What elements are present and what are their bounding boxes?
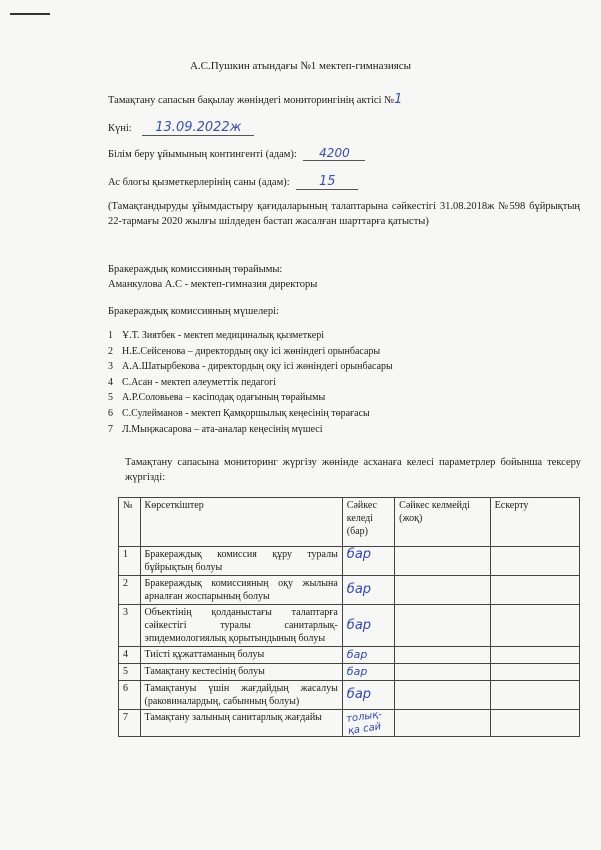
col-no-header: Сәйкес келмейді (жоқ) xyxy=(395,498,490,547)
table-header-row xyxy=(119,498,580,547)
table-row: 6 Тамақтануы үшін жағдайдың жасалуы (раковиналардың, сабынның болуы) бар xyxy=(119,681,580,710)
col-yes-header: Сәйкес келеді (бар) xyxy=(342,498,394,547)
handwritten-mark: бар xyxy=(346,687,372,702)
member-item: 3 А.А.Шатырбекова - директордың оқу ісі жөніндегі орынбасары xyxy=(108,361,393,373)
contingent-value: 4200 xyxy=(303,146,365,161)
staff-line xyxy=(108,174,358,190)
chair-name: Аманкулова А.С - мектеп-гимназия директоры xyxy=(108,279,318,290)
staff-value: 15 xyxy=(296,174,358,190)
handwritten-mark: бар xyxy=(346,648,368,661)
date-value: 13.09.2022ж xyxy=(142,120,254,136)
corner-mark xyxy=(10,13,50,15)
member-item: 5 А.Р.Соловьева – кәсіподақ одағының төрайымы xyxy=(108,392,326,404)
school-title: А.С.Пушкин атындағы №1 мектеп-гимназиясы xyxy=(189,60,412,72)
act-line xyxy=(108,92,402,107)
chair-label: Бракераждық комиссияның төрайымы: xyxy=(108,264,283,275)
contingent-line xyxy=(108,146,365,161)
member-item: 4 С.Асан - мектеп әлеуметтік педагогі xyxy=(108,376,277,388)
staff-label: Ас блогы қызметкерлерінің саны (адам): xyxy=(108,177,290,188)
table-row: 2 Бракераждық комиссияның оқу жылына арналған жоспарының болуы бар xyxy=(119,576,580,605)
contingent-label: Білім беру ұйымының контингенті (адам): xyxy=(108,149,297,160)
member-item: 2 Н.Е.Сейсенова – директордың оқу ісі жөніндегі орынбасары xyxy=(108,345,381,357)
table-row: 7 Тамақтану залының санитарлық жағдайы толық-қа сай xyxy=(119,710,580,737)
handwritten-mark: бар xyxy=(346,665,368,678)
table-row: 3 Объектінің қолданыстағы талаптарға сәйкестігі туралы санитарлық-эпидемиологиялық қорытындының болуы бар xyxy=(119,605,580,647)
act-label: Тамақтану сапасын бақылау жөніндегі мониторингінің актісі № xyxy=(108,95,395,106)
handwritten-mark: бар xyxy=(346,617,372,633)
inspection-intro: Тамақтану сапасына мониторинг жүргізу жөнінде асханаға келесі параметрлер бойынша тексеру жүргізді: xyxy=(125,457,581,483)
date-line xyxy=(108,120,254,136)
col-num-header: № xyxy=(119,498,141,547)
member-item: 7 Л.Мыңжасарова – ата-аналар кеңесінің мүшесі xyxy=(108,423,323,435)
member-item: 6 С.Сулейманов - мектеп Қамқоршылық кеңесінің төрағасы xyxy=(108,407,370,419)
table-row: 4 Тиісті құжаттаманың болуы бар xyxy=(119,647,580,664)
col-indicator-header: Көрсеткіштер xyxy=(140,498,342,547)
table-row: 5 Тамақтану кестесінің болуы бар xyxy=(119,664,580,681)
handwritten-mark: толық-қа сай xyxy=(345,709,383,737)
handwritten-mark: бар xyxy=(346,582,372,597)
member-item: 1 Ұ.Т. Зиятбек - мектеп медициналық қызметкері xyxy=(108,330,324,341)
date-label: Күні: xyxy=(108,123,132,134)
col-note-header: Ескерту xyxy=(490,498,579,547)
table-row: 1 Бракераждық комиссия құру туралы бұйрықтың болуы бар xyxy=(119,547,580,576)
members-label: Бракераждық комиссияның мүшелері: xyxy=(108,306,279,317)
handwritten-mark: бар xyxy=(346,547,372,562)
monitoring-table xyxy=(118,497,580,737)
act-number: 1 xyxy=(394,92,403,107)
regulation-note: (Тамақтандыруды ұйымдастыру қағидаларының талаптарына сәйкестігі 31.08.2018ж №598 бұйрықтың 22-тармағы 2020 жылғы шілдеден бастап жасалған шарттарға қатысты) xyxy=(108,201,580,227)
members-list xyxy=(108,328,393,437)
